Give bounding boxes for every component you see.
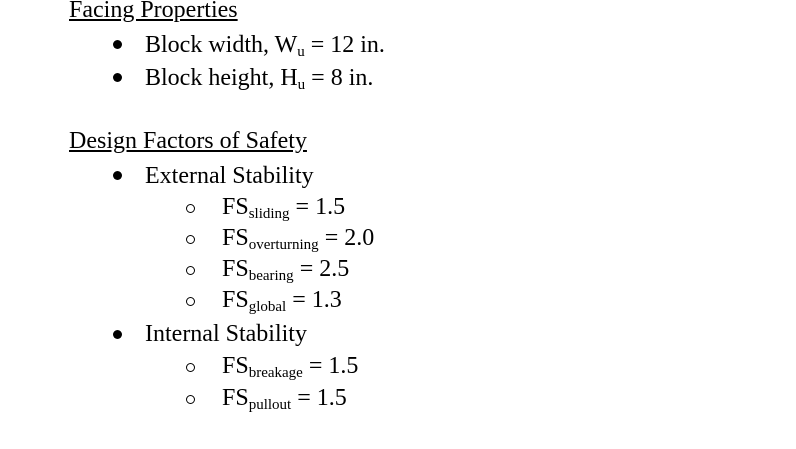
block-height-value: = 8 in.: [305, 65, 374, 91]
bullet-icon: [113, 40, 122, 49]
bullet-icon: [113, 330, 122, 339]
fs-value: = 2.0: [318, 225, 375, 251]
block-height-item: [145, 63, 373, 93]
fs-value: = 1.5: [291, 385, 347, 411]
fs-value: = 2.5: [293, 256, 350, 282]
hollow-bullet-icon: [186, 235, 195, 244]
fs-base: FS: [222, 225, 249, 251]
facing-properties-heading: Facing Properties: [69, 0, 238, 23]
external-stability-item: External Stability: [145, 163, 314, 189]
block-height-subscript: u: [297, 77, 306, 93]
bullet-icon: [113, 73, 122, 82]
hollow-bullet-icon: [186, 266, 195, 275]
design-factors-heading: Design Factors of Safety: [69, 128, 307, 154]
fs-subscript: overturning: [248, 237, 319, 253]
fs-pullout-item: [222, 383, 347, 413]
fs-subscript: sliding: [248, 206, 290, 222]
fs-global-item: [222, 285, 342, 315]
block-width-subscript: u: [297, 44, 305, 60]
fs-subscript: pullout: [248, 397, 292, 413]
bullet-icon: [113, 171, 122, 180]
fs-breakage-item: [222, 351, 358, 381]
fs-base: FS: [222, 287, 249, 313]
block-width-label: Block width, W: [145, 32, 298, 58]
fs-subscript: bearing: [248, 268, 294, 284]
block-width-value: = 12 in.: [304, 32, 385, 58]
fs-base: FS: [222, 194, 249, 220]
fs-overturning-item: [222, 223, 374, 253]
fs-base: FS: [222, 353, 249, 379]
internal-stability-item: Internal Stability: [145, 321, 307, 347]
hollow-bullet-icon: [186, 363, 195, 372]
block-height-label: Block height, H: [145, 65, 298, 91]
fs-value: = 1.5: [289, 194, 346, 220]
hollow-bullet-icon: [186, 204, 195, 213]
fs-base: FS: [222, 385, 249, 411]
fs-sliding-item: [222, 192, 345, 222]
hollow-bullet-icon: [186, 395, 195, 404]
fs-base: FS: [222, 256, 249, 282]
fs-value: = 1.3: [286, 287, 342, 313]
fs-bearing-item: [222, 254, 349, 284]
block-width-item: [145, 30, 385, 60]
hollow-bullet-icon: [186, 297, 195, 306]
fs-value: = 1.5: [302, 353, 359, 379]
fs-subscript: breakage: [248, 365, 303, 381]
fs-subscript: global: [248, 299, 287, 315]
